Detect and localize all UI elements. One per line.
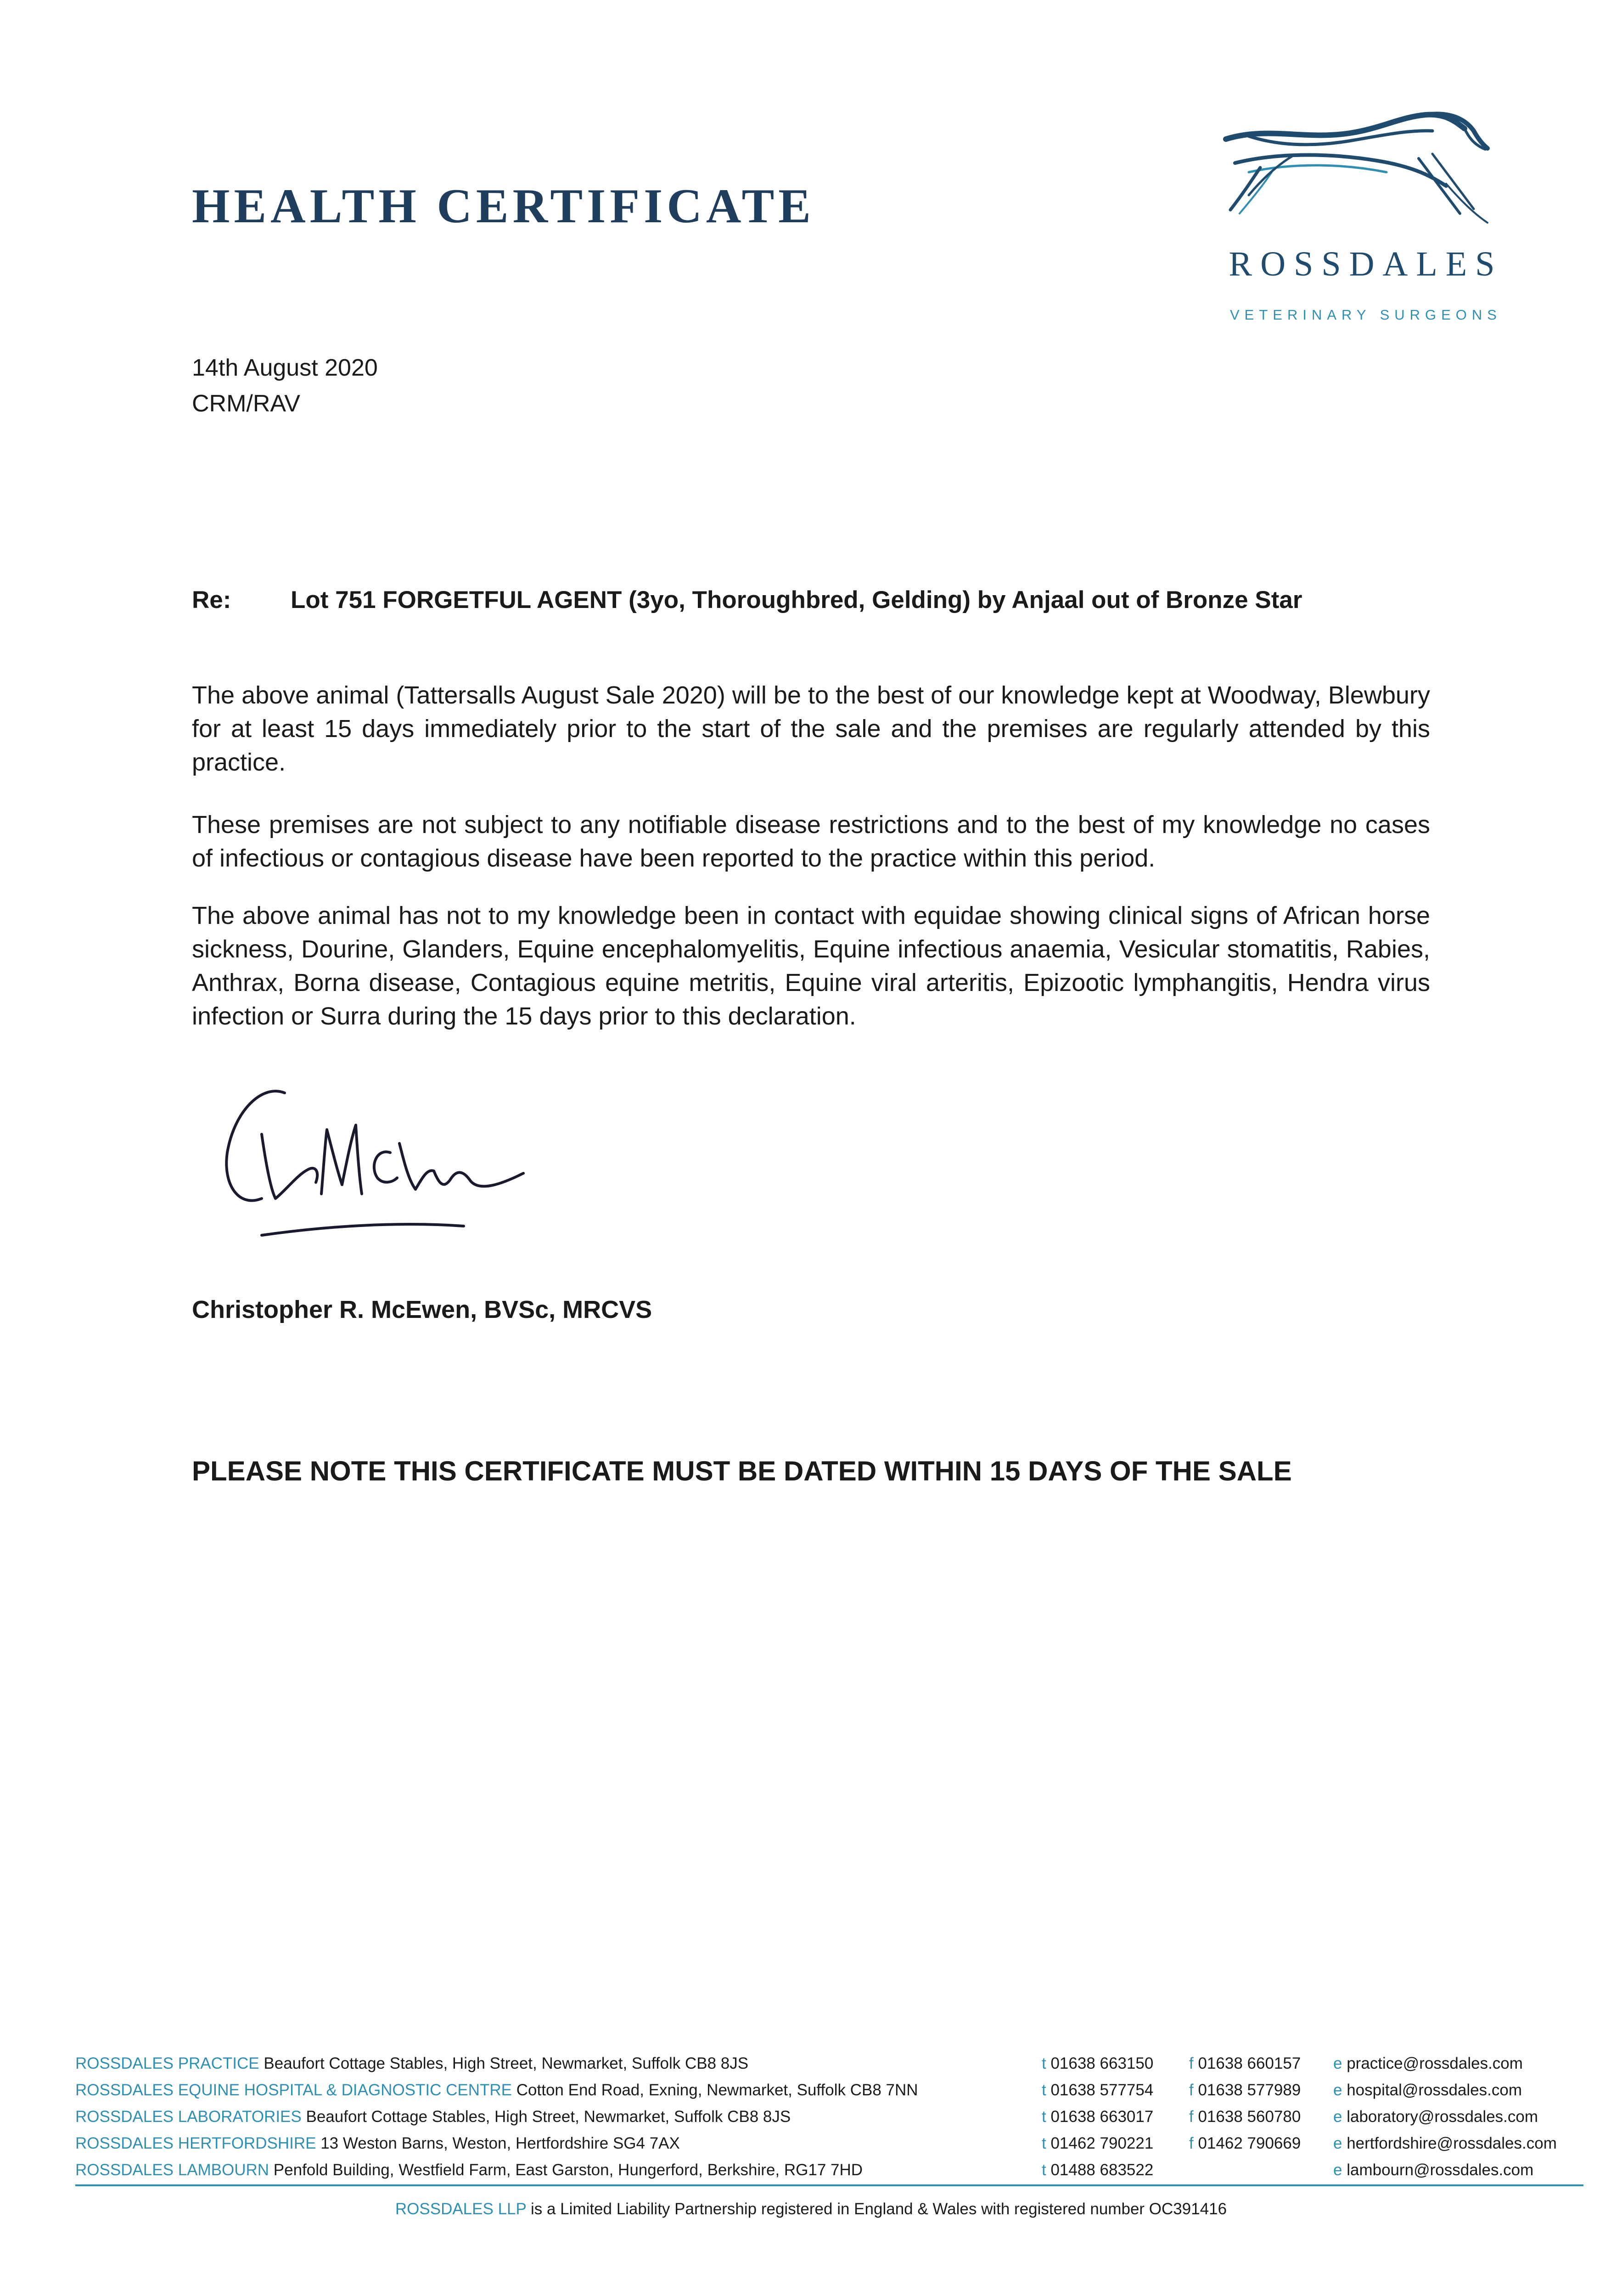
body-paragraph: The above animal (Tattersalls August Sale 2020) will be to the best of our knowledge kept at Woodway, Blewbury for at least 15 days immediately prior to the start of the sale and the premises are regularly attended by this practice. (192, 681, 1430, 776)
email-address: laboratory@rossdales.com (1347, 2108, 1538, 2126)
fax-number: 01638 660157 (1198, 2054, 1301, 2072)
footer-row (75, 2130, 1583, 2157)
footer-divider (75, 2184, 1583, 2186)
location-address: Cotton End Road, Exning, Newmarket, Suffolk CB8 7NN (516, 2081, 918, 2099)
document-title: HEALTH CERTIFICATE (192, 179, 815, 233)
signatory-name: Christopher R. McEwen, BVSc, MRCVS (192, 1296, 652, 1323)
location-name: ROSSDALES PRACTICE (75, 2054, 259, 2072)
footer-contacts (75, 2050, 1583, 2183)
email-address: lambourn@rossdales.com (1347, 2161, 1534, 2179)
body-paragraph: These premises are not subject to any notifiable disease restrictions and to the best of my knowledge no cases of infectious or contagious disease have been reported to the practice within this period. (192, 811, 1430, 872)
logo-tagline: VETERINARY SURGEONS (1229, 307, 1502, 323)
fax-prefix: f (1189, 2081, 1194, 2099)
footer-row (75, 2077, 1583, 2104)
tel-prefix: t (1042, 2134, 1046, 2152)
handwritten-signature (207, 1075, 556, 1258)
email-prefix: e (1333, 2134, 1342, 2152)
location-address: Beaufort Cottage Stables, High Street, Newmarket, Suffolk CB8 8JS (306, 2108, 791, 2126)
letter-reference: CRM/RAV (192, 390, 300, 417)
fax-prefix: f (1189, 2134, 1194, 2152)
location-address: Beaufort Cottage Stables, High Street, Newmarket, Suffolk CB8 8JS (264, 2054, 749, 2072)
location-name: ROSSDALES HERTFORDSHIRE (75, 2134, 316, 2152)
location-address: Penfold Building, Westfield Farm, East Garston, Hungerford, Berkshire, RG17 7HD (273, 2161, 863, 2179)
location-address: 13 Weston Barns, Weston, Hertfordshire SG4 7AX (320, 2134, 680, 2152)
footer-row (75, 2104, 1583, 2130)
tel-prefix: t (1042, 2054, 1046, 2072)
legal-notice (0, 2200, 1622, 2219)
logo-wordmark: ROSSDALES (1229, 245, 1503, 283)
email-prefix: e (1333, 2161, 1342, 2179)
tel-prefix: t (1042, 2108, 1046, 2126)
fax-prefix: f (1189, 2108, 1194, 2126)
location-name: ROSSDALES LABORATORIES (75, 2108, 302, 2126)
location-name: ROSSDALES EQUINE HOSPITAL & DIAGNOSTIC CENTRE (75, 2081, 512, 2099)
footer-row (75, 2157, 1583, 2183)
legal-text: is a Limited Liability Partnership registered in England & Wales with registered number OC391416 (530, 2200, 1227, 2218)
email-address: practice@rossdales.com (1347, 2054, 1523, 2072)
fax-prefix: f (1189, 2054, 1194, 2072)
subject-label: Re: (192, 586, 231, 613)
telephone-number: 01638 577754 (1050, 2081, 1154, 2099)
legal-entity-name: ROSSDALES LLP (395, 2200, 527, 2218)
email-prefix: e (1333, 2108, 1342, 2126)
certificate-notice: PLEASE NOTE THIS CERTIFICATE MUST BE DATED WITHIN 15 DAYS OF THE SALE (192, 1456, 1292, 1486)
email-prefix: e (1333, 2054, 1342, 2072)
tel-prefix: t (1042, 2161, 1046, 2179)
fax-number: 01638 577989 (1198, 2081, 1301, 2099)
telephone-number: 01488 683522 (1050, 2161, 1154, 2179)
telephone-number: 01638 663017 (1050, 2108, 1154, 2126)
body-paragraph: The above animal has not to my knowledge been in contact with equidae showing clinical signs of African horse sickness, Dourine, Glanders, Equine encephalomyelitis, Equine infectious anaemia, Vesicular stomatitis, Rabies, Anthrax, Borna disease, Contagious equine metritis, Equine viral arteritis, Epizootic lymphangitis, Hendra virus infection or Surra during the 15 days prior to this declaration. (192, 902, 1430, 1030)
tel-prefix: t (1042, 2081, 1046, 2099)
rossdales-logo (1217, 108, 1515, 328)
location-name: ROSSDALES LAMBOURN (75, 2161, 269, 2179)
email-prefix: e (1333, 2081, 1342, 2099)
telephone-number: 01462 790221 (1050, 2134, 1154, 2152)
galloping-horse-icon (1217, 108, 1515, 246)
footer-row (75, 2050, 1583, 2077)
letter-date: 14th August 2020 (192, 355, 378, 381)
telephone-number: 01638 663150 (1050, 2054, 1154, 2072)
fax-number: 01638 560780 (1198, 2108, 1301, 2126)
fax-number: 01462 790669 (1198, 2134, 1301, 2152)
email-address: hertfordshire@rossdales.com (1347, 2134, 1557, 2152)
subject-text: Lot 751 FORGETFUL AGENT (3yo, Thoroughbred, Gelding) by Anjaal out of Bronze Star (291, 586, 1302, 613)
email-address: hospital@rossdales.com (1347, 2081, 1522, 2099)
